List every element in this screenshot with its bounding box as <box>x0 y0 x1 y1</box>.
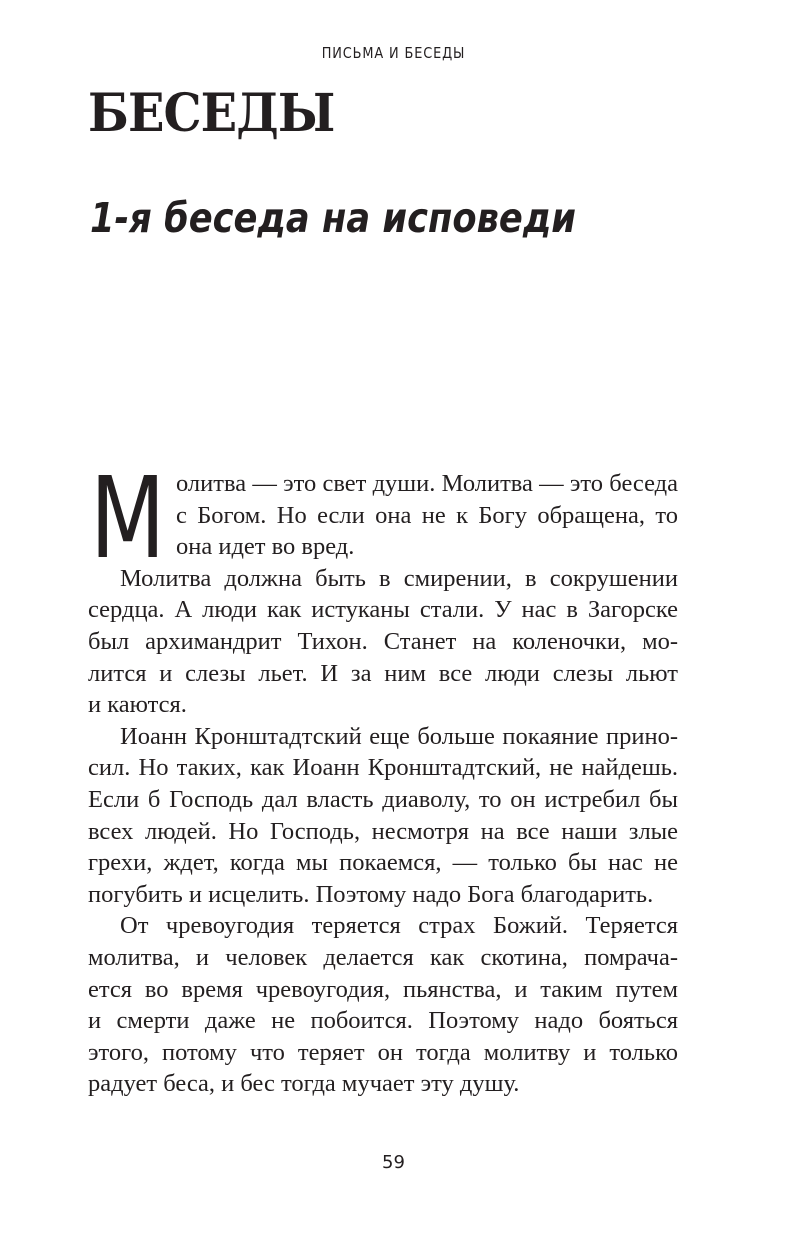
text-line: Иоанн Кронштадтский еще больше покаяние прино- <box>120 722 678 750</box>
text-line: сердца. А люди как истуканы стали. У нас в Загорске <box>88 596 678 624</box>
text-line: был архимандрит Тихон. Станет на коленочки, мо- <box>88 627 678 655</box>
text-line: погубить и исцелить. Поэтому надо Бога благодарить. <box>88 880 654 908</box>
text-line: лится и слезы льет. И за ним все люди слезы льют <box>88 659 678 687</box>
text-line: олитва — это свет души. Молитва — это беседа <box>176 470 678 497</box>
text-line: ется во время чревоугодия, пьянства, и таким путем <box>88 975 678 1003</box>
text-line: Если б Господь дал власть диаволу, то он истребил бы <box>88 785 678 813</box>
body-text <box>88 454 678 1100</box>
text-line: этого, потому что теряет он тогда молитву и только <box>88 1038 678 1066</box>
section-title: БЕСЕДЫ <box>88 83 335 144</box>
text-line: От чревоугодия теряется страх Божий. Теряется <box>120 912 678 940</box>
text-line: всех людей. Но Господь, несмотря на все наши злые <box>88 817 678 845</box>
running-head: ПИСЬМА И БЕСЕДЫ <box>321 44 466 62</box>
text-line: с Богом. Но если она не к Богу обращена, то <box>176 501 678 529</box>
text-line: она идет во вред. <box>176 533 355 561</box>
text-line: и каются. <box>88 691 187 719</box>
subsection-title: 1-я беседа на исповеди <box>90 194 577 242</box>
text-line: сил. Но таких, как Иоанн Кронштадтский, не найдешь. <box>88 754 678 782</box>
text-line: молитва, и человек делается как скотина, помрача- <box>88 943 678 971</box>
text-line: и смерти даже не побоится. Поэтому надо бояться <box>88 1007 678 1035</box>
text-line: грехи, ждет, когда мы покаемся, — только бы нас не <box>88 849 678 877</box>
text-line: Молитва должна быть в смирении, в сокрушении <box>120 564 678 592</box>
page-number: 59 <box>382 1152 405 1173</box>
text-line: радует беса, и бес тогда мучает эту душу. <box>88 1070 520 1098</box>
drop-cap: М <box>90 454 166 584</box>
